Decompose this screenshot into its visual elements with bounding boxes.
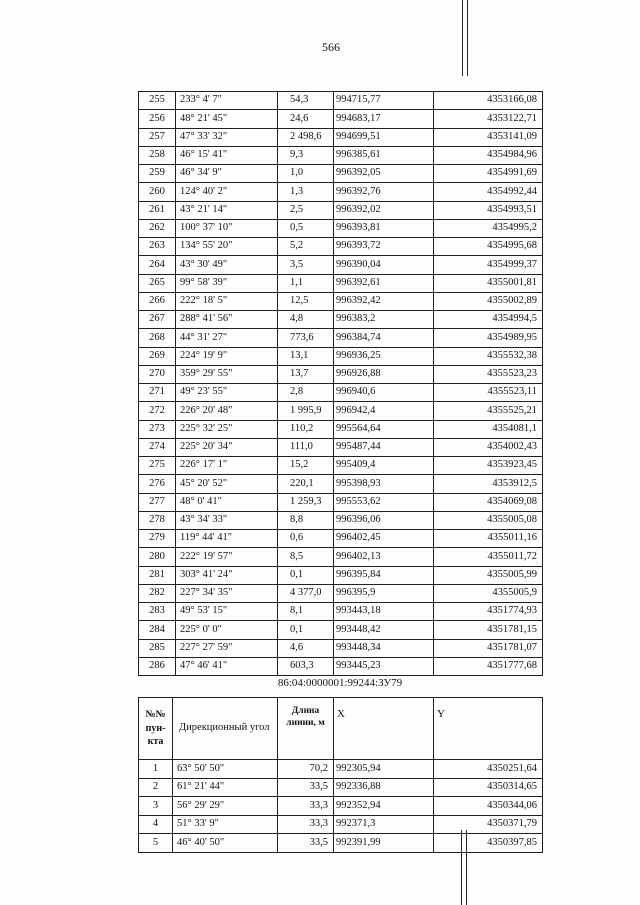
y-coordinate-cell: 4355005,99 [434,566,543,584]
point-number-cell: 259 [139,165,176,183]
x-coordinate-cell: 996384,74 [334,329,434,347]
length-cell: 9,3 [278,146,334,164]
x-coordinate-cell: 996392,02 [334,201,434,219]
point-number-cell: 5 [139,834,173,853]
y-coordinate-cell: 4355005,9 [434,584,543,602]
x-coordinate-cell: 996926,88 [334,365,434,383]
point-number-header [139,698,173,760]
header-line: кта [147,736,164,748]
bearing-cell: 227° 27' 59" [176,639,278,657]
table-row [139,548,543,566]
table-row [139,584,543,602]
point-number-cell: 269 [139,347,176,365]
y-coordinate-cell: 4351781,15 [434,621,543,639]
y-coordinate-cell: 4355002,89 [434,292,543,310]
table-row [139,402,543,420]
bearing-cell: 44° 31' 27" [176,329,278,347]
point-number-cell: 258 [139,146,176,164]
y-coordinate-cell: 4354002,43 [434,438,543,456]
x-coordinate-cell: 994715,77 [334,92,434,110]
table-row [139,347,543,365]
point-number-cell: 285 [139,639,176,657]
header-row [139,698,543,760]
x-coordinate-header: X [334,698,434,760]
point-number-cell: 277 [139,493,176,511]
point-number-cell: 274 [139,438,176,456]
length-cell: 15,2 [278,457,334,475]
bearing-cell: 100° 37' 10" [176,219,278,237]
bearing-cell: 47° 33' 32" [176,128,278,146]
point-number-cell: 279 [139,530,176,548]
y-coordinate-cell: 4354992,44 [434,183,543,201]
point-number-cell: 265 [139,274,176,292]
length-cell: 33,3 [278,797,334,816]
cadastral-number-heading: 86:04:0000001:99244:ЗУ79 [277,677,403,689]
table-row [139,165,543,183]
length-cell: 220,1 [278,475,334,493]
bearing-cell: 47° 46' 41" [176,657,278,675]
y-coordinate-cell: 4355001,81 [434,274,543,292]
point-number-cell: 263 [139,238,176,256]
point-number-cell: 273 [139,420,176,438]
table-row [139,329,543,347]
table-row [139,815,543,834]
bearing-cell: 224° 19' 9" [176,347,278,365]
table-row [139,657,543,675]
bearing-cell: 359° 29' 55" [176,365,278,383]
y-coordinate-cell: 4354069,08 [434,493,543,511]
y-coordinate-cell: 4350371,79 [434,815,543,834]
y-coordinate-cell: 4350397,85 [434,834,543,853]
bearing-cell: 61° 21' 44" [173,778,278,797]
point-number-cell: 266 [139,292,176,310]
table-row [139,92,543,110]
bearing-cell: 48° 0' 41" [176,493,278,511]
bearing-cell: 303° 41' 24" [176,566,278,584]
length-cell: 773,6 [278,329,334,347]
x-coordinate-cell: 996936,25 [334,347,434,365]
x-coordinate-cell: 996393,81 [334,219,434,237]
x-coordinate-cell: 993445,23 [334,657,434,675]
length-cell: 2,5 [278,201,334,219]
x-coordinate-cell: 992305,94 [334,760,434,779]
point-number-cell: 256 [139,110,176,128]
y-coordinate-cell: 4355525,21 [434,402,543,420]
bearing-cell: 46° 40' 50" [173,834,278,853]
bearing-cell: 48° 21' 45" [176,110,278,128]
table-row [139,797,543,816]
table-row [139,183,543,201]
point-number-cell: 283 [139,603,176,621]
table-row [139,311,543,329]
y-coordinate-cell: 4351781,07 [434,639,543,657]
table-row [139,438,543,456]
table-row [139,639,543,657]
length-cell: 1 995,9 [278,402,334,420]
table-row [139,834,543,853]
x-coordinate-cell: 996392,05 [334,165,434,183]
y-coordinate-cell: 4353166,08 [434,92,543,110]
x-coordinate-cell: 992336,88 [334,778,434,797]
table-row [139,475,543,493]
table-row [139,110,543,128]
y-coordinate-cell: 4355523,23 [434,365,543,383]
length-cell: 5,2 [278,238,334,256]
coordinates-table [138,697,543,853]
length-cell: 0,1 [278,621,334,639]
length-cell: 1 259,3 [278,493,334,511]
x-coordinate-cell: 995553,62 [334,493,434,511]
y-coordinate-cell: 4350344,06 [434,797,543,816]
bearing-cell: 45° 20' 52" [176,475,278,493]
table-body [139,92,543,676]
x-coordinate-cell: 996383,2 [334,311,434,329]
x-coordinate-cell: 996385,61 [334,146,434,164]
bearing-cell: 222° 18' 5" [176,292,278,310]
x-coordinate-cell: 996396,06 [334,511,434,529]
y-coordinate-cell: 4354995,2 [434,219,543,237]
length-cell: 0,1 [278,566,334,584]
length-cell: 2 498,6 [278,128,334,146]
length-cell: 0,5 [278,219,334,237]
table-row [139,384,543,402]
length-cell: 4,6 [278,639,334,657]
length-cell: 111,0 [278,438,334,456]
length-cell: 24,6 [278,110,334,128]
bearing-cell: 51° 33' 9" [173,815,278,834]
x-coordinate-cell: 996390,04 [334,256,434,274]
point-number-cell: 280 [139,548,176,566]
x-coordinate-cell: 996942,4 [334,402,434,420]
table-row [139,420,543,438]
x-coordinate-cell: 992352,94 [334,797,434,816]
x-coordinate-cell: 995409,4 [334,457,434,475]
table-row [139,566,543,584]
point-number-cell: 276 [139,475,176,493]
bearing-cell: 46° 15' 41" [176,146,278,164]
x-coordinate-cell: 996395,9 [334,584,434,602]
coordinates-table-continued [138,91,543,676]
x-coordinate-cell: 992391,99 [334,834,434,853]
point-number-cell: 4 [139,815,173,834]
length-cell: 70,2 [278,760,334,779]
y-coordinate-cell: 4354999,37 [434,256,543,274]
y-coordinate-cell: 4355011,72 [434,548,543,566]
table-row [139,760,543,779]
table-row [139,530,543,548]
length-cell: 8,1 [278,603,334,621]
y-coordinate-cell: 4355011,16 [434,530,543,548]
point-number-cell: 260 [139,183,176,201]
length-cell: 3,5 [278,256,334,274]
point-number-cell: 264 [139,256,176,274]
x-coordinate-cell: 996392,76 [334,183,434,201]
y-coordinate-cell: 4353923,45 [434,457,543,475]
y-coordinate-cell: 4354989,95 [434,329,543,347]
table-row [139,511,543,529]
x-coordinate-cell: 994699,51 [334,128,434,146]
y-coordinate-cell: 4350314,65 [434,778,543,797]
bearing-cell: 46° 34' 9" [176,165,278,183]
point-number-cell: 3 [139,797,173,816]
x-coordinate-cell: 996940,6 [334,384,434,402]
length-cell: 33,5 [278,834,334,853]
x-coordinate-cell: 996392,42 [334,292,434,310]
length-cell: 603,3 [278,657,334,675]
header-line: линии, м [286,717,325,728]
binding-edge-line [467,0,468,76]
table-row [139,146,543,164]
table-row [139,778,543,797]
point-number-cell: 2 [139,778,173,797]
bearing-cell: 43° 21' 14" [176,201,278,219]
bearing-cell: 226° 17' 1" [176,457,278,475]
length-cell: 33,5 [278,778,334,797]
x-coordinate-cell: 996402,45 [334,530,434,548]
x-coordinate-cell: 996402,13 [334,548,434,566]
x-coordinate-cell: 993448,34 [334,639,434,657]
point-number-cell: 281 [139,566,176,584]
length-cell: 1,3 [278,183,334,201]
length-cell: 4 377,0 [278,584,334,602]
y-coordinate-cell: 4353122,71 [434,110,543,128]
length-cell: 110,2 [278,420,334,438]
length-cell: 33,3 [278,815,334,834]
point-number-cell: 1 [139,760,173,779]
y-coordinate-cell: 4354995,68 [434,238,543,256]
table-row [139,201,543,219]
bearing-cell: 43° 30' 49" [176,256,278,274]
y-coordinate-cell: 4351777,68 [434,657,543,675]
bearing-cell: 233° 4' 7" [176,92,278,110]
table-row [139,256,543,274]
point-number-cell: 275 [139,457,176,475]
y-coordinate-cell: 4354991,69 [434,165,543,183]
length-cell: 0,6 [278,530,334,548]
bearing-cell: 56° 29' 29" [173,797,278,816]
x-coordinate-cell: 993448,42 [334,621,434,639]
x-coordinate-cell: 995398,93 [334,475,434,493]
length-cell: 13,1 [278,347,334,365]
y-coordinate-cell: 4354081,1 [434,420,543,438]
length-cell: 8,8 [278,511,334,529]
table-row [139,128,543,146]
table-row [139,219,543,237]
table-row [139,603,543,621]
table-row [139,238,543,256]
bearing-cell: 225° 32' 25" [176,420,278,438]
point-number-cell: 271 [139,384,176,402]
point-number-cell: 282 [139,584,176,602]
bearing-header: Дирекционный угол [173,698,278,760]
bearing-cell: 63° 50' 50" [173,760,278,779]
y-coordinate-cell: 4355532,38 [434,347,543,365]
x-coordinate-cell: 995487,44 [334,438,434,456]
length-cell: 8,5 [278,548,334,566]
x-coordinate-cell: 996392,61 [334,274,434,292]
y-coordinate-cell: 4351774,93 [434,603,543,621]
header-line: пун- [145,722,166,734]
x-coordinate-cell: 995564,64 [334,420,434,438]
length-cell: 4,8 [278,311,334,329]
y-coordinate-cell: 4353912,5 [434,475,543,493]
point-number-cell: 270 [139,365,176,383]
table-row [139,457,543,475]
point-number-cell: 257 [139,128,176,146]
bearing-cell: 225° 0' 0" [176,621,278,639]
point-number-cell: 267 [139,311,176,329]
point-number-cell: 272 [139,402,176,420]
y-coordinate-cell: 4354984,96 [434,146,543,164]
table-header [139,698,543,760]
table-row [139,274,543,292]
table-row [139,365,543,383]
bearing-cell: 222° 19' 57" [176,548,278,566]
table-row [139,621,543,639]
binding-edge-line [462,0,463,76]
table-row [139,292,543,310]
point-number-cell: 261 [139,201,176,219]
x-coordinate-cell: 992371,3 [334,815,434,834]
length-cell: 13,7 [278,365,334,383]
bearing-cell: 226° 20' 48" [176,402,278,420]
point-number-cell: 268 [139,329,176,347]
bearing-cell: 49° 53' 15" [176,603,278,621]
bearing-cell: 119° 44' 41" [176,530,278,548]
y-coordinate-cell: 4355005,08 [434,511,543,529]
length-cell: 12,5 [278,292,334,310]
point-number-cell: 284 [139,621,176,639]
bearing-cell: 227° 34' 35" [176,584,278,602]
x-coordinate-cell: 996395,84 [334,566,434,584]
header-line: №№ [145,709,166,721]
x-coordinate-cell: 996393,72 [334,238,434,256]
y-coordinate-cell: 4353141,09 [434,128,543,146]
page-number: 566 [322,40,340,54]
y-coordinate-header: Y [434,698,543,760]
x-coordinate-cell: 994683,17 [334,110,434,128]
y-coordinate-cell: 4355523,11 [434,384,543,402]
y-coordinate-cell: 4354993,51 [434,201,543,219]
bearing-cell: 134° 55' 20" [176,238,278,256]
bearing-cell: 49° 23' 55" [176,384,278,402]
point-number-cell: 278 [139,511,176,529]
length-cell: 2,8 [278,384,334,402]
table-body [139,760,543,853]
bearing-cell: 288° 41' 56" [176,311,278,329]
bearing-cell: 99° 58' 39" [176,274,278,292]
bearing-cell: 124° 40' 2" [176,183,278,201]
x-coordinate-cell: 993443,18 [334,603,434,621]
y-coordinate-cell: 4350251,64 [434,760,543,779]
length-header [278,698,334,760]
length-cell: 1,1 [278,274,334,292]
length-cell: 54,3 [278,92,334,110]
y-coordinate-cell: 4354994,5 [434,311,543,329]
header-line: Длина [291,706,320,716]
bearing-cell: 225° 20' 34" [176,438,278,456]
bearing-cell: 43° 34' 33" [176,511,278,529]
point-number-cell: 255 [139,92,176,110]
table-row [139,493,543,511]
point-number-cell: 262 [139,219,176,237]
point-number-cell: 286 [139,657,176,675]
length-cell: 1,0 [278,165,334,183]
